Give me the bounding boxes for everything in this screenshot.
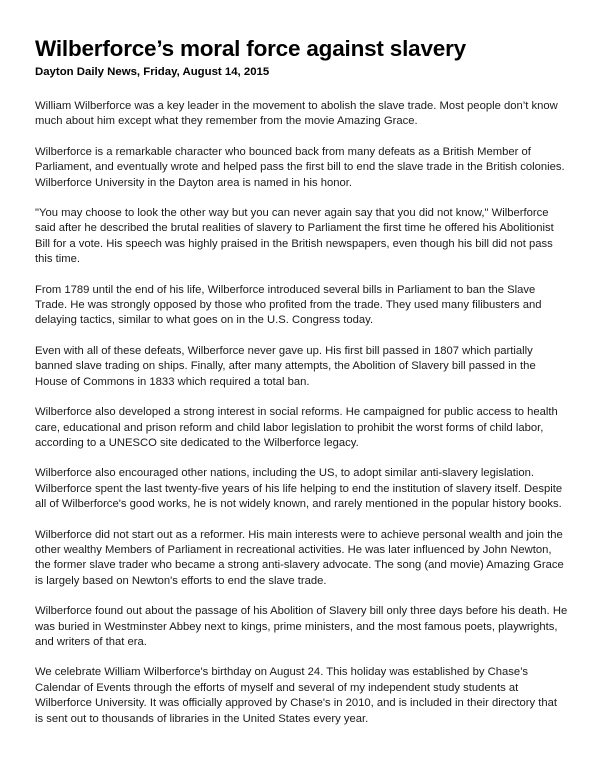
paragraph-7: Wilberforce also encouraged other nations, including the US, to adopt similar anti-slavery legislation. Wilberforce spent the last twenty-five years of his life helping to end the institution of slavery itself. Despite all of Wilberforce's good works, he is not widely known, and rarely mentioned in the popular history books. bbox=[35, 467, 563, 511]
paragraph-6: Wilberforce also developed a strong interest in social reforms. He campaigned for public access to health care, educational and prison reform and child labor legislation to prohibit the worst forms of child labor, according to a UNESCO site dedicated to the Wilberforce legacy. bbox=[35, 406, 558, 449]
paragraph-5: Even with all of these defeats, Wilberforce never gave up. His first bill passed in 1807 which partially banned slave trading on ships. Finally, after many attempts, the Abolition of Slavery bill passed in the House of Commons in 1833 which required a total ban. bbox=[35, 344, 536, 388]
paragraph-10: We celebrate William Wilberforce's birthday on August 24. This holiday was established by Chase’s Calendar of Events through the efforts of myself and several of my independent study students at Wilberforce University. It was officially approved by Chase's in 2010, and is included in their directory that is sent out to thousands of libraries in the United States every year. bbox=[35, 666, 557, 725]
article-byline: Dayton Daily News, Friday, August 14, 2015 bbox=[35, 66, 270, 78]
article-body bbox=[35, 99, 568, 727]
paragraph-9: Wilberforce found out about the passage of his Abolition of Slavery bill only three days before his death. He was buried in Westminster Abbey next to kings, prime ministers, and the most famous poets, playwrights, and writers of that era. bbox=[35, 605, 568, 648]
paragraph-1: William Wilberforce was a key leader in the movement to abolish the slave trade. Most people don’t know much about him except what they remember from the movie Amazing Grace. bbox=[35, 100, 558, 128]
article-title: Wilberforce’s moral force against slavery bbox=[35, 36, 466, 61]
paragraph-8: Wilberforce did not start out as a reformer. His main interests were to achieve personal wealth and join the other wealthy Members of Parliament in recreational activities. He was later influenced by John Newton, the former slave trader who became a strong anti-slavery advocate. The song (and movie) Amazing Grace is largely based on Newton's efforts to end the slave trade. bbox=[35, 528, 564, 587]
paragraph-3: "You may choose to look the other way but you can never again say that you did not know," Wilberforce said after he described the brutal realities of slavery to Parliament the first time he offered his Abolitionist Bill for a vote. His speech was highly praised in the British newspapers, even though his bill did not pass this time. bbox=[35, 207, 554, 266]
paragraph-2: Wilberforce is a remarkable character who bounced back from many defeats as a British Member of Parliament, and eventually wrote and helped pass the first bill to end the slave trade in the British colonies. Wilberforce University in the Dayton area is named in his honor. bbox=[35, 145, 565, 189]
paragraph-4: From 1789 until the end of his life, Wilberforce introduced several bills in Parliament to ban the Slave Trade. He was strongly opposed by those who profited from the trade. They used many filibusters and delaying tactics, similar to what goes on in the U.S. Congress today. bbox=[35, 283, 542, 327]
